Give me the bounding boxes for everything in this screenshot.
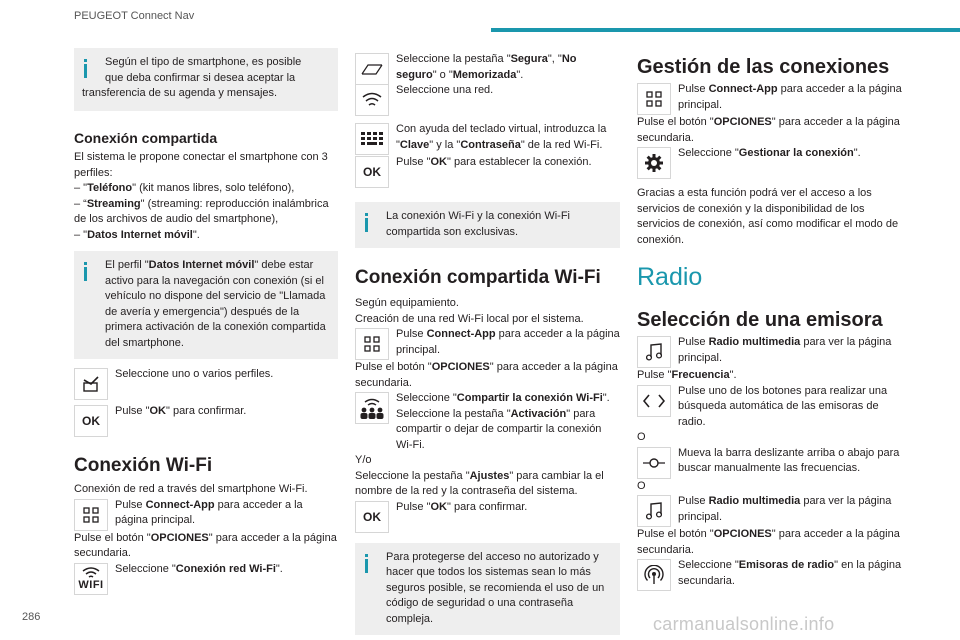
shared-intro: El sistema le propone conectar el smartphone con 3 perfiles: — [74, 151, 328, 179]
equip-text: Según equipamiento. — [355, 297, 459, 309]
create-text: Creación de una red Wi-Fi local por el sistema. — [355, 312, 584, 325]
step-keyboard: Con ayuda del teclado virtual, introduzca la "Clave" y la "Contraseña" de la red Wi-Fi. — [355, 122, 620, 155]
apps-grid-icon — [355, 328, 389, 360]
wifi-icon: WIFI — [74, 563, 108, 595]
info-note — [355, 202, 620, 248]
note-line: que deba confirmar si desea aceptar la — [105, 71, 296, 84]
info-icon — [84, 59, 87, 78]
info-icon — [84, 262, 87, 281]
share-wifi-icon — [355, 392, 389, 424]
or-text: Y/o — [355, 454, 372, 466]
page-number: 286 — [22, 611, 41, 623]
step-connect-app: Pulse Connect-App para acceder a la página principal. — [637, 82, 902, 115]
music-note-icon — [637, 336, 671, 368]
section-title-radio: Radio — [637, 263, 703, 291]
step-radio-multimedia: Pulse Radio multimedia para ver la página principal. — [637, 335, 902, 368]
note-text: El perfil "Datos Internet móvil" debe estar activo para la navegación con conexión (si el vehículo no dispone del servicio de "Llamada de avería y emergencia") después de la primera activación de la conexión compartida del smartphone. — [105, 259, 326, 349]
note-line: Según el tipo de smartphone, es posible — [105, 56, 302, 68]
step-gestionar-conexion: Seleccione "Gestionar la conexión". — [637, 146, 902, 179]
note-line: transferencia de su agenda y mensajes. — [82, 87, 278, 99]
tab-icon — [355, 53, 389, 85]
ok-button-icon: OK — [74, 405, 108, 437]
note-text: Para protegerse del acceso no autorizado y hacer que todos los sistemas sean lo más seguros posible, se recomienda el uso de un código de seguridad o una contraseña compleja. — [386, 550, 605, 625]
or-text: O — [637, 431, 646, 443]
slider-icon — [637, 447, 671, 479]
ok-button-icon: OK — [355, 156, 389, 188]
step-emisoras-radio: Seleccione "Emisoras de radio" en la página secundaria. — [637, 558, 902, 591]
keyboard-icon — [355, 123, 389, 155]
info-icon — [365, 213, 368, 232]
step-ok-confirm: OK Pulse "OK" para confirmar. — [74, 404, 338, 437]
ok-button-icon: OK — [355, 501, 389, 533]
column-3 — [637, 55, 902, 591]
column-1 — [74, 48, 338, 595]
checkbox-icon — [74, 368, 108, 400]
profile-item: – "Datos Internet móvil". — [74, 228, 200, 241]
step-ok-connect: OK Pulse "OK" para establecer la conexión. — [355, 155, 620, 188]
frecuencia-step: Pulse "Frecuencia". — [637, 369, 737, 381]
step-auto-search: Pulse uno de los botones para realizar una búsqueda automática de las emisoras de radio. — [637, 384, 902, 431]
opciones-step: Pulse el botón "OPCIONES" para acceder a la página secundaria. — [355, 361, 618, 389]
step-share-wifi: Seleccione "Compartir la conexión Wi-Fi". Seleccione la pestaña "Activación" para compartir o dejar de compartir la conexión Wi-Fi. — [355, 391, 620, 453]
ajustes-step: Seleccione la pestaña "Ajustes" para cambiar la el nombre de la red y la contraseña del sistema. — [355, 469, 604, 497]
gracias-text: Gracias a esta función podrá ver el acceso a los servicios de conexión y la disponibilidad de los servicios de conexión, así como modificar el modo de conexión. — [637, 187, 899, 246]
apps-grid-icon — [74, 499, 108, 531]
heading-conexion-compartida-wifi: Conexión compartida Wi-Fi — [355, 267, 601, 288]
info-icon — [365, 554, 368, 573]
watermark: carmanualsonline.info — [653, 614, 835, 634]
opciones-step: Pulse el botón "OPCIONES" para acceder a la página secundaria. — [74, 531, 337, 559]
info-note — [74, 48, 338, 111]
heading-seleccion-emisora: Selección de una emisora — [637, 309, 883, 331]
info-note — [355, 543, 620, 636]
step-select-network: Seleccione una red. — [355, 83, 620, 116]
step-radio-multimedia: Pulse Radio multimedia para ver la página principal. — [637, 494, 902, 527]
heading-conexion-wifi: Conexión Wi-Fi — [74, 455, 213, 476]
radio-antenna-icon — [637, 559, 671, 591]
heading-conexion-compartida: Conexión compartida — [74, 130, 218, 146]
step-conexion-red-wifi: WIFI Seleccione "Conexión red Wi-Fi". — [74, 562, 338, 595]
column-2 — [355, 53, 620, 635]
wifi-signal-icon — [355, 84, 389, 116]
or-text: O — [637, 479, 646, 492]
step-connect-app: Pulse Connect-App para acceder a la página principal. — [355, 327, 620, 360]
step-ok-confirm: OK Pulse "OK" para confirmar. — [355, 500, 620, 533]
music-note-icon — [637, 495, 671, 527]
step-slider: Mueva la barra deslizante arriba o abajo para buscar manualmente las frecuencias. — [637, 446, 902, 479]
opciones-step: Pulse el botón "OPCIONES" para acceder a la página secundaria. — [637, 116, 900, 144]
note-text: La conexión Wi-Fi y la conexión Wi-Fi compartida son exclusivas. — [386, 210, 571, 238]
chevrons-left-right-icon — [637, 385, 671, 417]
opciones-step: Pulse el botón "OPCIONES" para acceder a la página secundaria. — [637, 528, 900, 556]
step-connect-app: Pulse Connect-App para acceder a la página principal. — [74, 498, 338, 531]
apps-grid-icon — [637, 83, 671, 115]
running-header-title: PEUGEOT Connect Nav — [74, 10, 195, 22]
profile-item: – “Streaming" (streaming: reproducción inalámbrica de los archivos de audio del smartphone), — [74, 197, 329, 225]
profile-item: – "Teléfono" (kit manos libres, solo teléfono), — [74, 182, 295, 194]
heading-gestion-conexiones: Gestión de las conexiones — [637, 56, 890, 78]
wifi-intro: Conexión de red a través del smartphone Wi-Fi. — [74, 483, 308, 495]
header-accent-bar — [491, 28, 960, 32]
step-select-profiles: Seleccione uno o varios perfiles. — [74, 367, 338, 400]
info-note — [74, 251, 338, 359]
gear-icon — [637, 147, 671, 179]
step-select-tab: Seleccione la pestaña "Segura", "No seguro" o "Memorizada". — [355, 52, 620, 85]
